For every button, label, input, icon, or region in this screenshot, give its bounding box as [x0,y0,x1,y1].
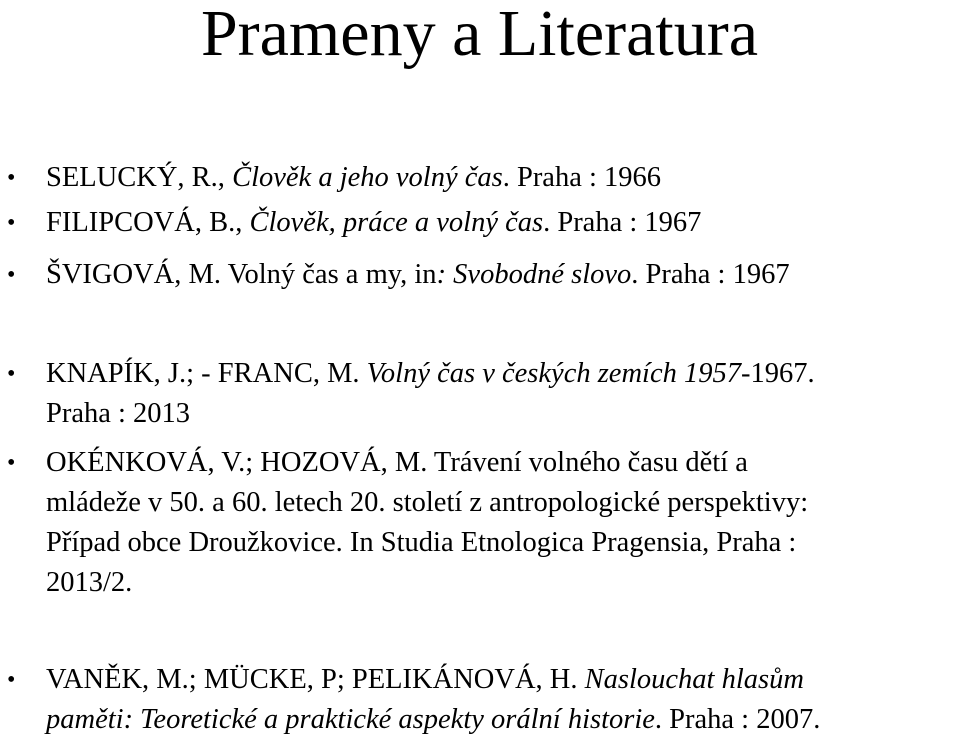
reference-line: mládeže v 50. a 60. letech 20. století z antropologické perspektivy: [46,487,809,518]
reference-author: SELUCKÝ, R., [46,162,233,193]
reference-line [46,354,959,394]
reference-item [7,158,959,198]
page-title: Prameny a Literatura [200,0,759,70]
bullet-icon: • [7,210,16,236]
reference-item [7,203,959,243]
reference-publication: -1967. [741,358,815,389]
reference-item [7,443,959,603]
reference-title: Člověk, práce a volný čas [249,207,544,238]
reference-title: paměti: Teoretické a praktické aspekty orální historie [46,704,655,735]
reference-line [46,700,959,740]
reference-title: Volný čas v českých zemích 1957 [366,358,741,389]
reference-line: Praha : 2013 [46,398,191,429]
bullet-icon: • [7,667,16,693]
reference-title: Naslouchat hlasům [584,664,804,695]
reference-publication: . Praha : 1967 [543,207,702,238]
reference-line: 2013/2. [46,567,133,598]
reference-item [7,354,959,434]
bullet-icon: • [7,450,16,476]
bullet-icon: • [7,262,16,288]
reference-title: Člověk a jeho volný čas [232,162,503,193]
reference-author: VANĚK, M.; MÜCKE, P; PELIKÁNOVÁ, H. [46,664,585,695]
reference-publication: . Praha : 2007. [654,704,821,735]
reference-line [46,660,959,700]
reference-author: FILIPCOVÁ, B., [46,207,250,238]
reference-author: KNAPÍK, J.; - FRANC, M. [46,358,367,389]
reference-item [7,660,959,740]
reference-publication: . Praha : 1966 [502,162,662,193]
bullet-icon: • [7,361,16,387]
reference-item [7,255,959,295]
reference-line: OKÉNKOVÁ, V.; HOZOVÁ, M. Trávení volného času dětí a [46,447,748,478]
reference-publication: . Praha : 1967 [631,259,790,290]
reference-author: ŠVIGOVÁ, M. Volný čas a my, in [46,259,437,290]
bullet-icon: • [7,165,16,191]
reference-title: : Svobodné slovo [436,259,632,290]
reference-line: Případ obce Droužkovice. In Studia Etnologica Pragensia, Praha : [46,527,797,558]
